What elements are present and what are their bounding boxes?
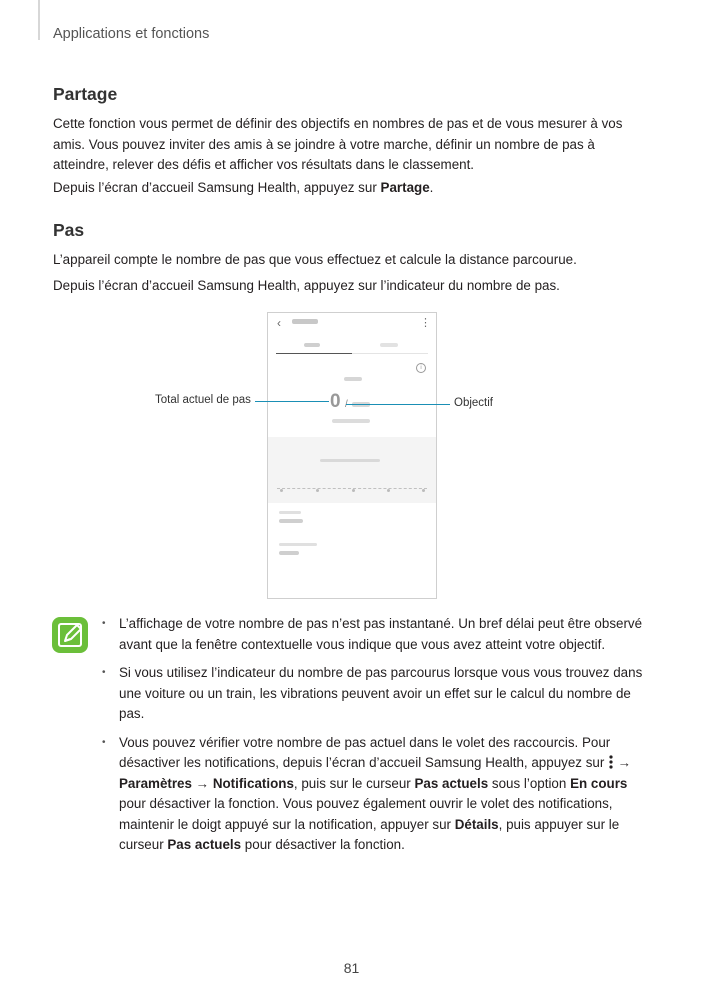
chart-tick [387,489,390,492]
note-pencil-icon [52,617,88,653]
phone-tab-placeholder [380,343,398,347]
step-count-value: 0 [330,391,341,412]
header-rule [38,0,40,40]
phone-stat-value-placeholder [279,551,299,555]
chart-tick [316,489,319,492]
phone-stat-value-placeholder [279,519,303,523]
section-heading-pas: Pas [53,220,85,240]
phone-stat-label-placeholder [279,511,301,514]
chart-tick [280,489,283,492]
page-number: 81 [343,960,360,976]
phone-app-bar [268,313,436,333]
back-arrow-icon: ‹ [277,316,281,330]
callout-line-total [255,401,329,402]
phone-title-placeholder [292,319,318,324]
callout-line-objective [346,404,450,405]
info-icon: i [416,363,426,373]
phone-tab-indicator [276,353,352,354]
phone-subtext-placeholder [332,419,370,423]
callout-objective: Objectif [454,397,493,409]
note-list [102,614,654,864]
callout-total-steps: Total actuel de pas [155,394,251,406]
phone-chart-label-placeholder [320,459,380,462]
phone-stat-label-placeholder [279,543,317,546]
note-item: • Si vous utilisez l’indicateur du nombre de pas parcourus lorsque vous vous trouvez dans une voiture ou un train, les vibrations peuvent avoir un effet sur le calcul du nombre de pas. [102,663,654,725]
phone-screenshot [267,312,437,599]
phone-date-placeholder [344,377,362,381]
note-item: • Vous pouvez vérifier votre nombre de pas actuel dans le volet des raccourcis. Pour désactiver les notifications, depuis l’écran d’accueil Samsung Health, appuyez sur → Paramètres → Notifications, puis sur le curseur Pas actuels sous l’option En cours pour désactiver la fonction. Vous pouvez également ouvrir le volet des notifications, maintenir le doigt appuyé sur la notification, appuyer sur Détails, puis appuyer sur le curseur Pas actuels pour désactiver la fonction. [102,733,654,856]
note-item: • L’affichage de votre nombre de pas n’est pas instantané. Un bref délai peut être observé avant que la fenêtre contextuelle vous indique que vous avez atteint votre objectif. [102,614,654,655]
phone-tab-placeholder [304,343,320,347]
partage-bold-term: Partage [380,180,430,195]
chart-tick [352,489,355,492]
section-heading-partage: Partage [53,84,118,104]
page-header: Applications et fonctions [53,26,210,42]
more-options-icon: ⋮ [420,317,431,329]
phone-tab-divider [352,353,428,354]
partage-paragraph: Cette fonction vous permet de définir des objectifs en nombres de pas et de vous mesurer à vos amis. Vous pouvez inviter des amis à se joindre à votre marche, définir un nombre de pas à atteindre, relever des défis et afficher vos résultats dans le classement. [53,116,623,172]
pas-instruction: Depuis l’écran d’accueil Samsung Health, appuyez sur l’indicateur du nombre de pas. [53,278,560,293]
pas-paragraph: L’appareil compte le nombre de pas que vous effectuez et calcule la distance parcourue. [53,252,577,267]
phone-chart-area [268,437,436,503]
chart-tick [422,489,425,492]
partage-instruction: Depuis l’écran d’accueil Samsung Health, appuyez sur Partage. [53,180,434,195]
